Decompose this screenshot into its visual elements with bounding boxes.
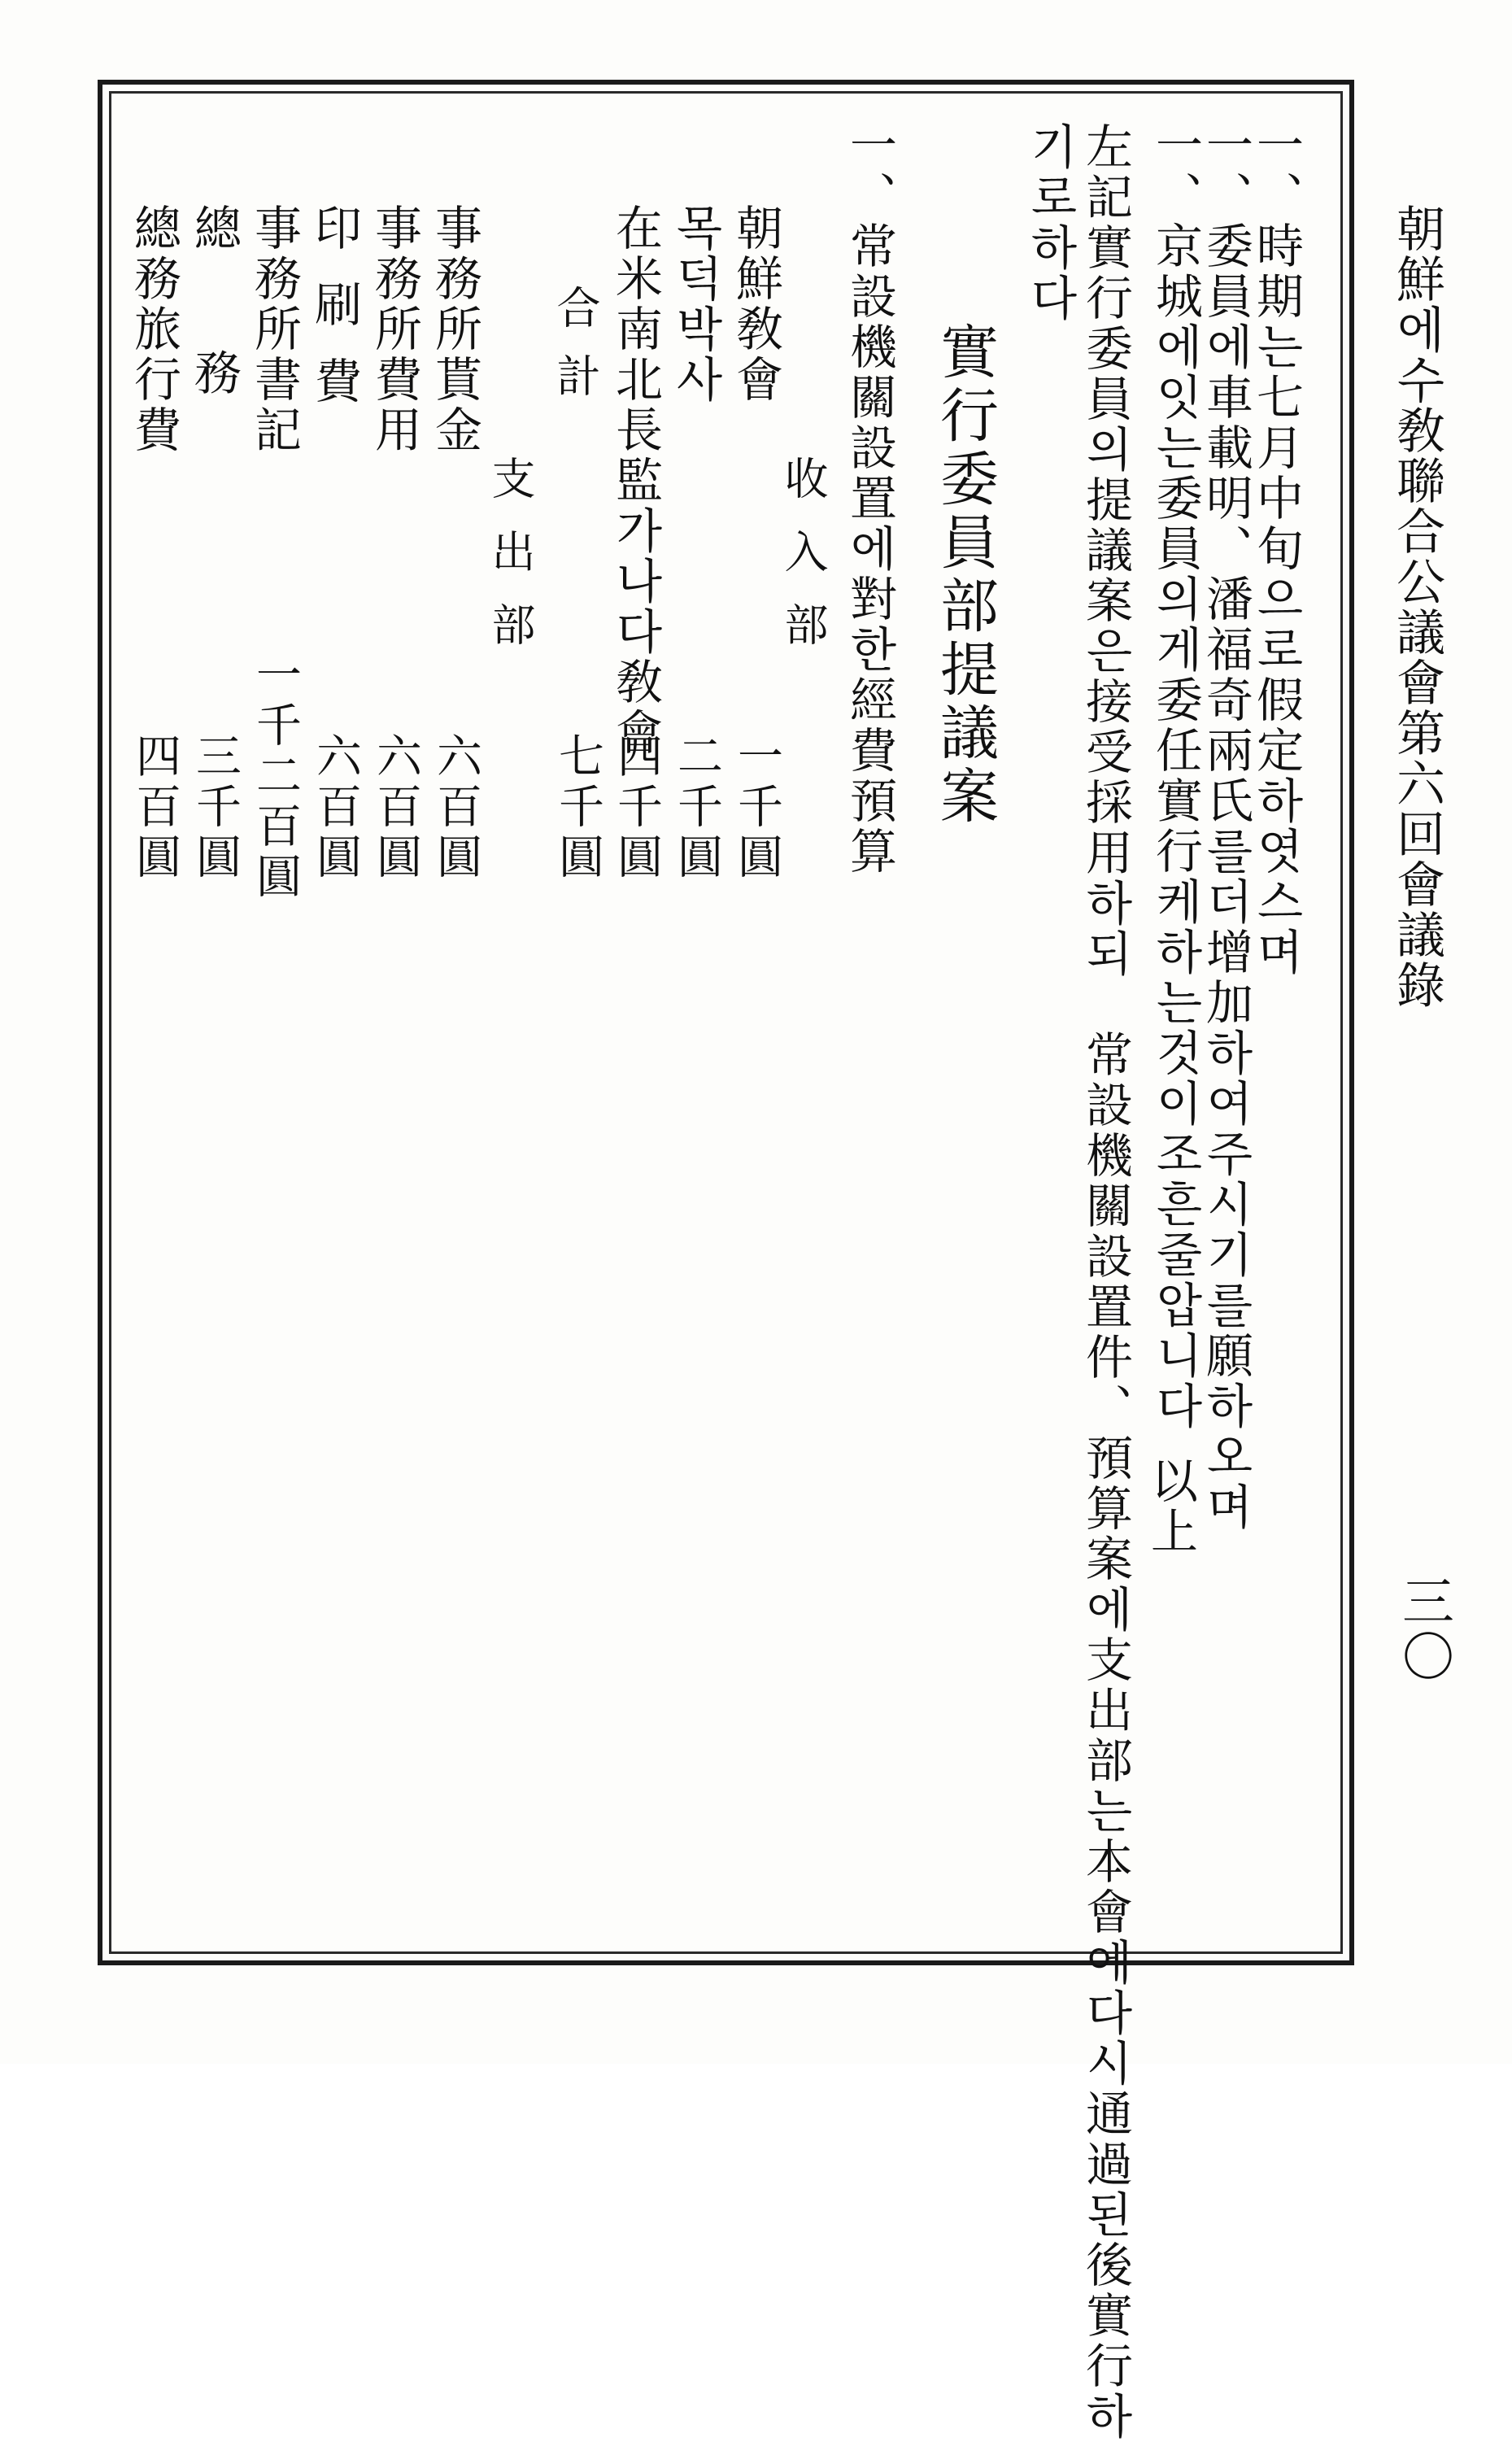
expense-item-amount: 六百圓 bbox=[369, 732, 422, 883]
income-item-name: 在米南北長監가나다敎會 bbox=[608, 203, 663, 758]
income-item-amount: 二千圓 bbox=[670, 732, 723, 883]
expense-item-amount: 六百圓 bbox=[309, 732, 362, 883]
page-number: 三〇 bbox=[1393, 1574, 1453, 1685]
income-total-label: 合計 bbox=[550, 285, 601, 421]
proposal-title: 實行委員部提議案 bbox=[930, 321, 999, 829]
income-item-amount: 一千圓 bbox=[730, 732, 783, 883]
expense-item-amount: 六百圓 bbox=[429, 732, 482, 883]
expense-item-amount: 四百圓 bbox=[129, 732, 181, 883]
item-1-text: 一、時期는七月中旬으로假定하엿스며 bbox=[1248, 120, 1304, 978]
expense-item-name: 總務 bbox=[186, 203, 242, 493]
income-total-amount: 七千圓 bbox=[551, 732, 604, 883]
income-item-amount: 四千圓 bbox=[610, 732, 663, 883]
running-title: 朝鮮에수敎聯合公議會第六回會議錄 bbox=[1388, 203, 1445, 1010]
item-2-text: 一、委員에車載明、潘福奇兩氏를더增加하여주시기를願하오며 bbox=[1198, 120, 1253, 1533]
expense-heading: 支出部 bbox=[485, 456, 536, 675]
expense-item-amount: 三千圓 bbox=[189, 732, 242, 883]
expense-item-name: 印刷費 bbox=[307, 203, 362, 433]
closing-mark: 以上 bbox=[1143, 1456, 1198, 1557]
income-heading: 收入部 bbox=[778, 456, 829, 675]
expense-item-name: 事務所書記 bbox=[246, 203, 302, 456]
income-item-name: 朝鮮敎會 bbox=[728, 203, 783, 405]
expense-item-name: 總務旅行費 bbox=[126, 203, 181, 456]
expense-item-name: 事務所費用 bbox=[367, 203, 422, 456]
resolution-text: 左記實行委員의提議案은接受採用하되 常設機關設置件、預算案에支出部는本會에다시通過된後實行하 bbox=[1078, 122, 1133, 2442]
resolution-text-continued: 기로하다 bbox=[1022, 122, 1078, 324]
income-item-name: 목덕박사 bbox=[668, 203, 723, 405]
expense-item-amount: 一千二百圓 bbox=[249, 651, 302, 903]
expense-item-name: 事務所貰金 bbox=[427, 203, 482, 456]
budget-subtitle: 一、常設機關設置에對한經費預算 bbox=[842, 120, 897, 877]
item-3-text: 一、京城에잇는委員의게委任實行케하는것이조흔줄압니다 bbox=[1148, 120, 1203, 1432]
